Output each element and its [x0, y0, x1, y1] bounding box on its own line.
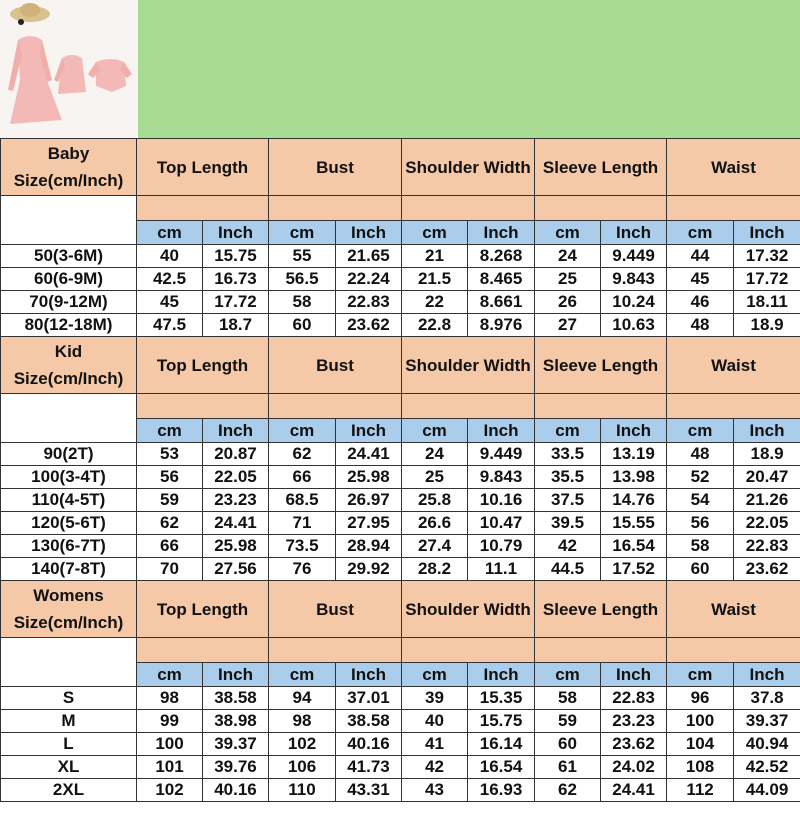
measurement-cell: 23.23: [601, 710, 667, 733]
column-header: Waist: [667, 139, 800, 196]
measurement-cell: 16.14: [468, 733, 535, 756]
measurement-cell: 44.09: [734, 779, 800, 802]
unit-cm: cm: [535, 221, 601, 245]
measurement-cell: 22.8: [402, 314, 468, 337]
measurement-cell: 39.37: [203, 733, 269, 756]
blank-cell: [1, 196, 137, 245]
unit-cm: cm: [402, 663, 468, 687]
size-label: M: [1, 710, 137, 733]
measurement-cell: 22: [402, 291, 468, 314]
measurement-cell: 41: [402, 733, 468, 756]
measurement-cell: 15.55: [601, 512, 667, 535]
column-header: Waist: [667, 581, 800, 638]
column-header: Waist: [667, 337, 800, 394]
column-header: Bust: [269, 337, 402, 394]
measurement-cell: 62: [535, 779, 601, 802]
measurement-cell: 66: [137, 535, 203, 558]
measurement-cell: 9.843: [468, 466, 535, 489]
measurement-cell: 59: [535, 710, 601, 733]
unit-cm: cm: [269, 221, 336, 245]
measurement-cell: 33.5: [535, 443, 601, 466]
unit-inch: Inch: [468, 663, 535, 687]
blank-cell: [137, 638, 269, 663]
measurement-cell: 16.54: [468, 756, 535, 779]
table-row: [1, 512, 800, 535]
measurement-cell: 70: [137, 558, 203, 581]
measurement-cell: 22.05: [203, 466, 269, 489]
unit-cm: cm: [402, 221, 468, 245]
measurement-cell: 46: [667, 291, 734, 314]
measurement-cell: 13.98: [601, 466, 667, 489]
measurement-cell: 9.449: [601, 245, 667, 268]
measurement-cell: 8.465: [468, 268, 535, 291]
measurement-cell: 44: [667, 245, 734, 268]
measurement-cell: 71: [269, 512, 336, 535]
unit-cm: cm: [137, 221, 203, 245]
size-label: 60(6-9M): [1, 268, 137, 291]
unit-inch: Inch: [336, 663, 402, 687]
blank-cell: [535, 394, 667, 419]
measurement-cell: 25.8: [402, 489, 468, 512]
measurement-cell: 35.5: [535, 466, 601, 489]
measurement-cell: 37.5: [535, 489, 601, 512]
size-label: 120(5-6T): [1, 512, 137, 535]
column-header: Shoulder Width: [402, 581, 535, 638]
measurement-cell: 26: [535, 291, 601, 314]
table-row: [1, 314, 800, 337]
measurement-cell: 9.449: [468, 443, 535, 466]
measurement-cell: 24.41: [336, 443, 402, 466]
measurement-cell: 16.54: [601, 535, 667, 558]
measurement-cell: 100: [137, 733, 203, 756]
blank-band-row: [1, 638, 800, 663]
blank-cell: [667, 638, 800, 663]
unit-inch: Inch: [734, 221, 800, 245]
measurement-cell: 27: [535, 314, 601, 337]
measurement-cell: 13.19: [601, 443, 667, 466]
section-title: Womens Size(cm/Inch): [1, 581, 137, 638]
unit-inch: Inch: [336, 221, 402, 245]
unit-inch: Inch: [734, 663, 800, 687]
size-label: 100(3-4T): [1, 466, 137, 489]
size-label: XL: [1, 756, 137, 779]
measurement-cell: 8.976: [468, 314, 535, 337]
banner: [0, 0, 800, 138]
measurement-cell: 40: [137, 245, 203, 268]
unit-inch: Inch: [203, 221, 269, 245]
measurement-cell: 42.5: [137, 268, 203, 291]
size-label: 2XL: [1, 779, 137, 802]
unit-cm: cm: [269, 419, 336, 443]
measurement-cell: 43: [402, 779, 468, 802]
table-row: [1, 245, 800, 268]
section-header-row: [1, 139, 800, 196]
measurement-cell: 43.31: [336, 779, 402, 802]
measurement-cell: 110: [269, 779, 336, 802]
column-header: Sleeve Length: [535, 581, 667, 638]
measurement-cell: 108: [667, 756, 734, 779]
unit-inch: Inch: [203, 419, 269, 443]
measurement-cell: 18.11: [734, 291, 800, 314]
section-header-row: [1, 581, 800, 638]
size-label: 70(9-12M): [1, 291, 137, 314]
unit-inch: Inch: [468, 221, 535, 245]
measurement-cell: 94: [269, 687, 336, 710]
measurement-cell: 17.72: [203, 291, 269, 314]
blank-cell: [1, 638, 137, 687]
measurement-cell: 56: [137, 466, 203, 489]
measurement-cell: 10.16: [468, 489, 535, 512]
banner-background: [138, 0, 800, 138]
measurement-cell: 37.8: [734, 687, 800, 710]
measurement-cell: 15.35: [468, 687, 535, 710]
measurement-cell: 16.93: [468, 779, 535, 802]
measurement-cell: 62: [137, 512, 203, 535]
measurement-cell: 59: [137, 489, 203, 512]
unit-inch: Inch: [601, 663, 667, 687]
measurement-cell: 24: [535, 245, 601, 268]
measurement-cell: 16.73: [203, 268, 269, 291]
measurement-cell: 26.6: [402, 512, 468, 535]
measurement-cell: 62: [269, 443, 336, 466]
measurement-cell: 24.02: [601, 756, 667, 779]
measurement-cell: 60: [269, 314, 336, 337]
table-row: [1, 535, 800, 558]
measurement-cell: 52: [667, 466, 734, 489]
column-header: Top Length: [137, 337, 269, 394]
unit-cm: cm: [137, 663, 203, 687]
column-header: Sleeve Length: [535, 337, 667, 394]
measurement-cell: 26.97: [336, 489, 402, 512]
unit-cm: cm: [667, 221, 734, 245]
section-title: Baby Size(cm/Inch): [1, 139, 137, 196]
measurement-cell: 28.94: [336, 535, 402, 558]
measurement-cell: 44.5: [535, 558, 601, 581]
unit-inch: Inch: [601, 221, 667, 245]
measurement-cell: 42.52: [734, 756, 800, 779]
measurement-cell: 27.95: [336, 512, 402, 535]
column-header: Bust: [269, 139, 402, 196]
column-header: Top Length: [137, 139, 269, 196]
measurement-cell: 102: [137, 779, 203, 802]
unit-inch: Inch: [601, 419, 667, 443]
table-row: [1, 710, 800, 733]
measurement-cell: 38.58: [336, 710, 402, 733]
blank-cell: [667, 196, 800, 221]
unit-cm: cm: [269, 663, 336, 687]
measurement-cell: 38.98: [203, 710, 269, 733]
table-row: [1, 291, 800, 314]
measurement-cell: 10.63: [601, 314, 667, 337]
unit-cm: cm: [535, 419, 601, 443]
measurement-cell: 22.83: [734, 535, 800, 558]
measurement-cell: 21.5: [402, 268, 468, 291]
measurement-cell: 15.75: [468, 710, 535, 733]
measurement-cell: 45: [667, 268, 734, 291]
measurement-cell: 98: [269, 710, 336, 733]
measurement-cell: 22.24: [336, 268, 402, 291]
measurement-cell: 106: [269, 756, 336, 779]
measurement-cell: 40.16: [336, 733, 402, 756]
blank-band-row: [1, 196, 800, 221]
measurement-cell: 41.73: [336, 756, 402, 779]
unit-cm: cm: [667, 419, 734, 443]
measurement-cell: 20.47: [734, 466, 800, 489]
measurement-cell: 17.72: [734, 268, 800, 291]
measurement-cell: 37.01: [336, 687, 402, 710]
section-header-row: [1, 337, 800, 394]
measurement-cell: 102: [269, 733, 336, 756]
measurement-cell: 24: [402, 443, 468, 466]
measurement-cell: 42: [402, 756, 468, 779]
measurement-cell: 66: [269, 466, 336, 489]
measurement-cell: 27.4: [402, 535, 468, 558]
measurement-cell: 10.79: [468, 535, 535, 558]
unit-inch: Inch: [203, 663, 269, 687]
size-label: 90(2T): [1, 443, 137, 466]
size-label: 130(6-7T): [1, 535, 137, 558]
measurement-cell: 56.5: [269, 268, 336, 291]
measurement-cell: 28.2: [402, 558, 468, 581]
measurement-cell: 56: [667, 512, 734, 535]
table-row: [1, 733, 800, 756]
measurement-cell: 21: [402, 245, 468, 268]
column-header: Shoulder Width: [402, 337, 535, 394]
measurement-cell: 96: [667, 687, 734, 710]
table-row: [1, 756, 800, 779]
measurement-cell: 10.24: [601, 291, 667, 314]
table-row: [1, 443, 800, 466]
measurement-cell: 23.62: [734, 558, 800, 581]
measurement-cell: 22.83: [336, 291, 402, 314]
measurement-cell: 54: [667, 489, 734, 512]
measurement-cell: 60: [535, 733, 601, 756]
measurement-cell: 25: [535, 268, 601, 291]
measurement-cell: 42: [535, 535, 601, 558]
measurement-cell: 27.56: [203, 558, 269, 581]
measurement-cell: 76: [269, 558, 336, 581]
measurement-cell: 24.41: [203, 512, 269, 535]
measurement-cell: 17.32: [734, 245, 800, 268]
measurement-cell: 22.05: [734, 512, 800, 535]
measurement-cell: 24.41: [601, 779, 667, 802]
measurement-cell: 14.76: [601, 489, 667, 512]
measurement-cell: 48: [667, 443, 734, 466]
size-label: L: [1, 733, 137, 756]
unit-inch: Inch: [336, 419, 402, 443]
measurement-cell: 25.98: [203, 535, 269, 558]
measurement-cell: 55: [269, 245, 336, 268]
measurement-cell: 101: [137, 756, 203, 779]
measurement-cell: 39.37: [734, 710, 800, 733]
table-row: [1, 489, 800, 512]
measurement-cell: 25.98: [336, 466, 402, 489]
blank-cell: [402, 196, 535, 221]
table-row: [1, 687, 800, 710]
size-label: 50(3-6M): [1, 245, 137, 268]
measurement-cell: 17.52: [601, 558, 667, 581]
measurement-cell: 68.5: [269, 489, 336, 512]
measurement-cell: 60: [667, 558, 734, 581]
measurement-cell: 58: [269, 291, 336, 314]
measurement-cell: 100: [667, 710, 734, 733]
measurement-cell: 18.7: [203, 314, 269, 337]
measurement-cell: 8.268: [468, 245, 535, 268]
measurement-cell: 39: [402, 687, 468, 710]
table-row: [1, 558, 800, 581]
blank-cell: [535, 638, 667, 663]
blank-cell: [402, 394, 535, 419]
measurement-cell: 15.75: [203, 245, 269, 268]
size-label: 80(12-18M): [1, 314, 137, 337]
product-photo: [0, 0, 138, 138]
measurement-cell: 40.94: [734, 733, 800, 756]
size-label: 140(7-8T): [1, 558, 137, 581]
unit-inch: Inch: [468, 419, 535, 443]
measurement-cell: 99: [137, 710, 203, 733]
measurement-cell: 38.58: [203, 687, 269, 710]
measurement-cell: 104: [667, 733, 734, 756]
table-row: [1, 779, 800, 802]
table-row: [1, 268, 800, 291]
measurement-cell: 23.23: [203, 489, 269, 512]
measurement-cell: 61: [535, 756, 601, 779]
measurement-cell: 18.9: [734, 443, 800, 466]
measurement-cell: 23.62: [336, 314, 402, 337]
measurement-cell: 21.65: [336, 245, 402, 268]
measurement-cell: 45: [137, 291, 203, 314]
column-header: Sleeve Length: [535, 139, 667, 196]
measurement-cell: 40: [402, 710, 468, 733]
measurement-cell: 53: [137, 443, 203, 466]
section-title: Kid Size(cm/Inch): [1, 337, 137, 394]
blank-cell: [667, 394, 800, 419]
measurement-cell: 73.5: [269, 535, 336, 558]
size-chart-table: [0, 138, 800, 802]
blank-cell: [402, 638, 535, 663]
measurement-cell: 39.5: [535, 512, 601, 535]
blank-cell: [269, 394, 402, 419]
blank-cell: [1, 394, 137, 443]
measurement-cell: 40.16: [203, 779, 269, 802]
column-header: Top Length: [137, 581, 269, 638]
measurement-cell: 20.87: [203, 443, 269, 466]
blank-cell: [269, 196, 402, 221]
unit-cm: cm: [137, 419, 203, 443]
measurement-cell: 23.62: [601, 733, 667, 756]
blank-cell: [269, 638, 402, 663]
measurement-cell: 10.47: [468, 512, 535, 535]
measurement-cell: 29.92: [336, 558, 402, 581]
column-header: Bust: [269, 581, 402, 638]
blank-band-row: [1, 394, 800, 419]
measurement-cell: 18.9: [734, 314, 800, 337]
blank-cell: [137, 196, 269, 221]
measurement-cell: 25: [402, 466, 468, 489]
measurement-cell: 58: [667, 535, 734, 558]
measurement-cell: 9.843: [601, 268, 667, 291]
column-header: Shoulder Width: [402, 139, 535, 196]
size-label: 110(4-5T): [1, 489, 137, 512]
table-row: [1, 466, 800, 489]
unit-cm: cm: [667, 663, 734, 687]
measurement-cell: 11.1: [468, 558, 535, 581]
unit-inch: Inch: [734, 419, 800, 443]
measurement-cell: 58: [535, 687, 601, 710]
measurement-cell: 22.83: [601, 687, 667, 710]
measurement-cell: 21.26: [734, 489, 800, 512]
measurement-cell: 47.5: [137, 314, 203, 337]
measurement-cell: 98: [137, 687, 203, 710]
measurement-cell: 48: [667, 314, 734, 337]
unit-cm: cm: [535, 663, 601, 687]
blank-cell: [535, 196, 667, 221]
size-label: S: [1, 687, 137, 710]
blank-cell: [137, 394, 269, 419]
measurement-cell: 112: [667, 779, 734, 802]
unit-cm: cm: [402, 419, 468, 443]
measurement-cell: 39.76: [203, 756, 269, 779]
measurement-cell: 8.661: [468, 291, 535, 314]
